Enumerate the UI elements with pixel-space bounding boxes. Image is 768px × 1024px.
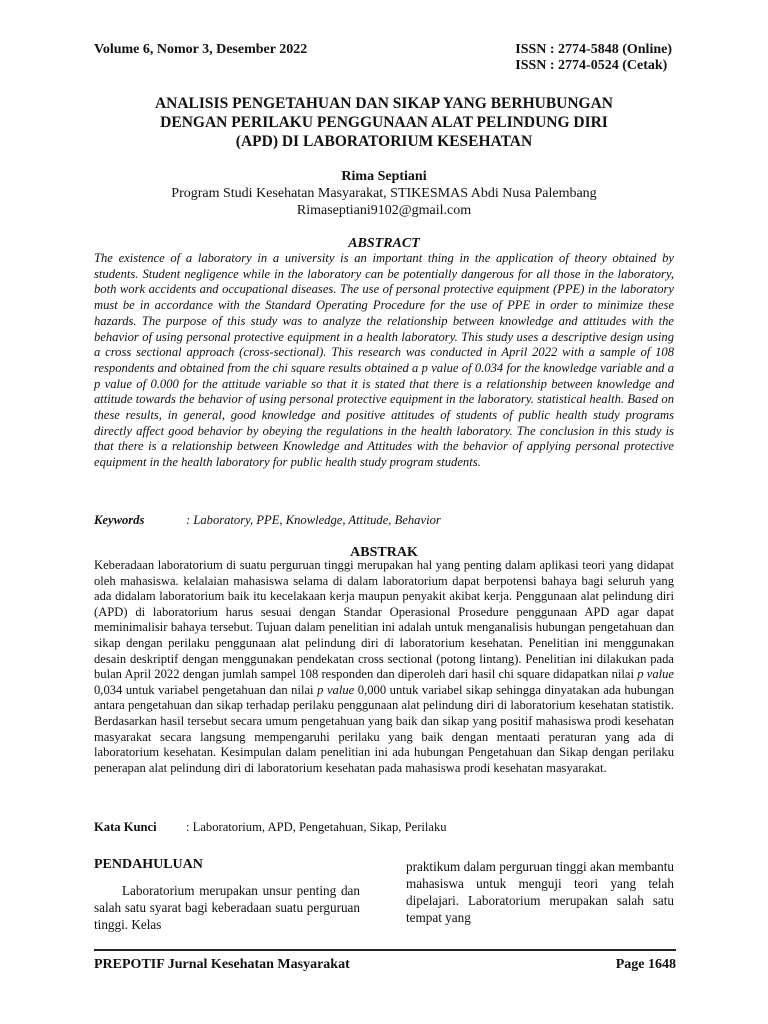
abstrak-text-2: 0,034 untuk variabel pengetahuan dan nilai [94, 682, 318, 697]
abstrak-text-1: Keberadaan laboratorium di suatu perguruan tinggi merupakan hal yang penting dalam aplikasi teori yang didapat oleh mahasiswa. kelalaian mahasiswa selama di dalam laboratorium dapat berpotensi bahaya bagi seluruh yang ada didalam laboratorium baik itu kecelakaan kerja maupun penyakit akibat kerja. Penggunaan alat pelindung diri (APD) di laboratorium harus sesuai dengan Standar Operasional Prosedure penggunaan APD agar dapat meminimalisir bahaya tersebut. Tujuan dalam penelitian ini adalah untuk menganalisis hubungan pengetahuan dan sikap dengan perilaku penggunaan alat pelindung diri di laboratorium kesehatan. Penelitian ini menggunakan desain deskriptif dengan menggunakan pendekatan cross sectional (potong lintang). Penelitian ini dilakukan pada bulan April 2022 dengan jumlah sampel 108 responden dan diperoleh dari hasil chi square didapatkan nilai [94, 558, 674, 682]
p-value-term-2: p value [317, 682, 355, 697]
keywords-label: Keywords [94, 513, 145, 527]
volume-info: Volume 6, Nomor 3, Desember 2022 [94, 42, 308, 57]
kata-kunci-list: : Laboratorium, APD, Pengetahuan, Sikap, Perilaku [186, 820, 447, 834]
issn-print: ISSN : 2774-0524 (Cetak) [515, 58, 668, 73]
footer-divider [94, 949, 676, 951]
issn-online: ISSN : 2774-5848 (Online) [515, 42, 672, 57]
keywords-list: : Laboratory, PPE, Knowledge, Attitude, Behavior [186, 513, 441, 527]
abstrak-text-3: 0,000 untuk variabel sikap sehingga dinyatakan ada hubungan antara pengetahuan dan sikap terhadap perilaku penggunaan alat pelindung diri di laboratorium kesehatan statistik. Berdasarkan hasil tersebut secara umum pengetahuan yang baik dan sikap yang positif mahasiswa prodi kesehatan masyarakat secara langsung mempengaruhi perilaku yang baik dengan mentaati peraturan yang ada di laboratorium kesehatan. Kesimpulan dalam penelitian ini ada hubungan Pengetahuan dan Sikap dengan perilaku penerapan alat pelindung diri di laboratorium kesehatan pada mahasiswa prodi kesehatan masyarakat. [94, 682, 674, 775]
keywords-line [94, 513, 441, 528]
section-heading-pendahuluan: PENDAHULUAN [94, 857, 203, 872]
title-line-3: (APD) DI LABORATORIUM KESEHATAN [235, 133, 533, 150]
paper-title [94, 94, 674, 151]
author-email: Rimaseptiani9102@gmail.com [296, 203, 472, 218]
footer-page-number: Page 1648 [615, 957, 676, 972]
abstrak-heading: ABSTRAK [350, 545, 418, 560]
intro-right-column: praktikum dalam perguruan tinggi akan membantu mahasiswa untuk menguji teori yang telah dipelajari. Laboratorium merupakan salah satu tempat yang [406, 859, 674, 925]
abstract-body: The existence of a laboratory in a university is an important thing in the application of theory obtained by students. Student negligence while in the laboratory can be potentially dangerous for all those in the laboratory, both work accidents and occupational diseases. The use of personal protective equipment (PPE) in the laboratory must be in accordance with the Standard Operating Procedure for the use of PPE in order to minimize these hazards. The purpose of this study was to analyze the relationship between knowledge and attitudes with the behavior of using personal protective equipment in a health laboratory. This study uses a descriptive design using a cross sectional approach (cross-sectional). This research was conducted in April 2022 with a sample of 108 respondents and obtained from the chi square results obtained a p value of 0.034 for the knowledge variable and a p value of 0.000 for the attitude variable so that it is stated that there is a relationship between knowledge and attitude towards the behavior of using personal protective equipment in the laboratory. statistical health. Based on these results, in general, good knowledge and positive attitudes of students of public health study programs directly affect good behavior by obeying the regulations in the health laboratory. The conclusion in this study is that there is a relationship between Knowledge and Attitudes with the behavior of applying personal protective equipment in the health laboratory for public health study program students. [94, 251, 674, 470]
title-line-1: ANALISIS PENGETAHUAN DAN SIKAP YANG BERHUBUNGAN [154, 95, 614, 112]
kata-kunci-line [94, 820, 447, 835]
abstrak-body [94, 558, 674, 776]
title-line-2: DENGAN PERILAKU PENGGUNAAN ALAT PELINDUNG DIRI [160, 114, 608, 131]
author-affiliation: Program Studi Kesehatan Masyarakat, STIKESMAS Abdi Nusa Palembang [171, 186, 597, 201]
abstract-heading: ABSTRACT [348, 236, 420, 251]
kata-kunci-label: Kata Kunci [94, 820, 157, 834]
issn-block [515, 42, 672, 74]
author-name: Rima Septiani [341, 169, 427, 184]
p-value-term-1: p value [637, 667, 675, 682]
intro-left-column: Laboratorium merupakan unsur penting dan salah satu syarat bagi keberadaan suatu perguruan tinggi. Kelas [94, 883, 360, 932]
footer-journal-name: PREPOTIF Jurnal Kesehatan Masyarakat [94, 957, 350, 972]
